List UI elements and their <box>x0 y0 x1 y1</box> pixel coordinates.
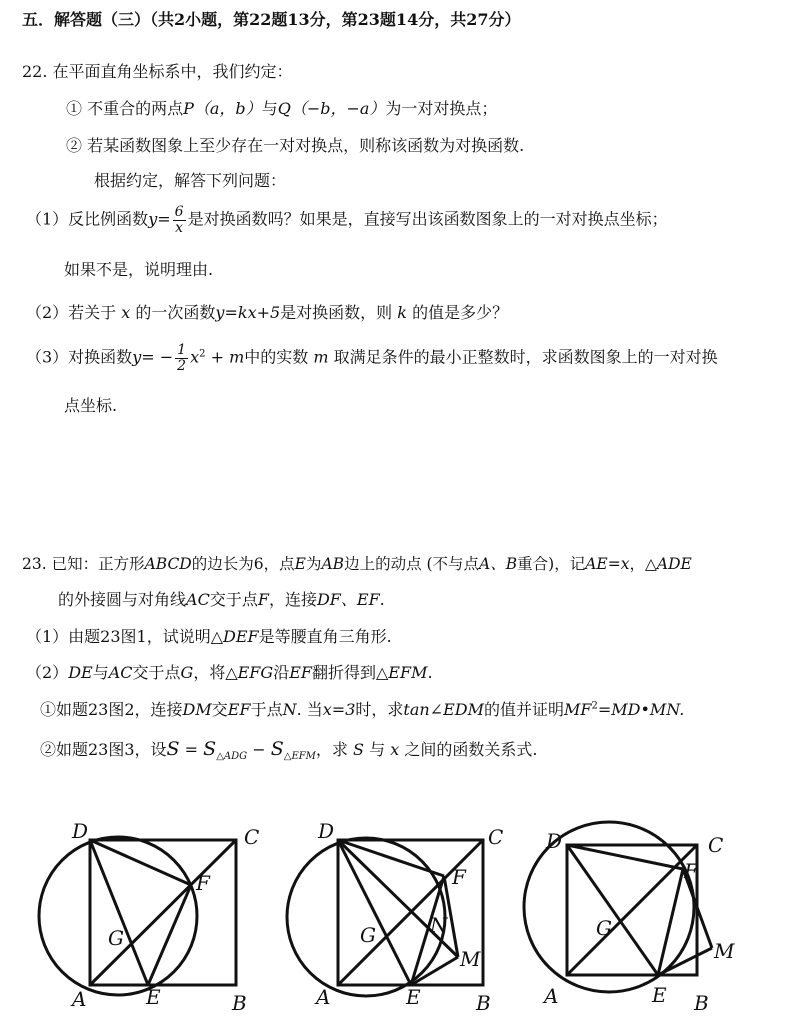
segment-de: DE <box>68 663 93 682</box>
segment-dm <box>338 840 458 957</box>
text: 为一对对换点； <box>385 99 498 118</box>
text: = − <box>141 347 174 367</box>
text: ，△ <box>629 555 657 573</box>
segment-em <box>658 948 712 975</box>
segment-ef <box>658 869 683 975</box>
text: = <box>157 209 171 229</box>
segment-ef: EF <box>227 700 251 719</box>
point-q: Q（−b，−a） <box>277 99 386 118</box>
text: 沿 <box>273 663 290 682</box>
text: 若某函数图象上至少存在一对对换点，则称该函数为对换函数. <box>87 136 525 155</box>
text: 与 <box>92 663 109 682</box>
segment-ef: EF <box>289 663 312 682</box>
denominator: x <box>175 219 184 236</box>
var-y: y <box>148 209 158 229</box>
q22-part-1 <box>26 205 668 235</box>
text: 翻折得到△ <box>311 663 389 682</box>
triangle-ade: ADE <box>656 555 692 573</box>
text: . <box>379 590 385 609</box>
diagonal-ac <box>90 840 236 985</box>
text: 的值是多少？ <box>412 303 509 322</box>
triangle-def: DEF <box>223 627 259 646</box>
label-e: E <box>406 985 421 1009</box>
text: 是对换函数，则 <box>280 303 393 322</box>
label-f: F <box>196 871 210 895</box>
label-a: A <box>72 987 87 1011</box>
text: 时，求 <box>355 700 404 719</box>
text: （3）对换函数 <box>26 347 133 367</box>
expression: x=3 <box>322 700 356 719</box>
q22-part-2 <box>26 303 508 322</box>
expression: =MD•MN. <box>597 700 685 719</box>
diagonal-ac: AC <box>186 590 210 609</box>
text: 是等腰直角三角形. <box>258 627 392 646</box>
var-y: y <box>132 347 142 367</box>
q22-rule-2 <box>66 136 524 155</box>
q23-intro-cont <box>58 590 385 609</box>
q23-part-1 <box>26 627 392 646</box>
segment-dm: DM <box>182 700 212 719</box>
label-a: A <box>316 985 331 1009</box>
text: （2） <box>26 663 69 682</box>
segments: DF、EF <box>316 590 380 609</box>
text: 为 <box>305 555 322 573</box>
text: （2）若关于 <box>26 303 117 322</box>
label-g: G <box>108 926 124 950</box>
label-f: F <box>452 865 466 889</box>
text: 于点 <box>250 700 283 719</box>
label-f: F <box>684 859 698 883</box>
subscript: △EFM <box>283 751 316 763</box>
triangle-efm: EFM <box>388 663 428 682</box>
label-b: B <box>476 991 491 1015</box>
fraction <box>175 343 188 373</box>
var-m: m <box>313 347 329 367</box>
var-s: S <box>203 738 217 760</box>
text: 与 <box>369 740 386 759</box>
q22-part-1-cont: 如果不是，说明理由. <box>64 260 214 279</box>
segment-df <box>567 845 683 869</box>
denominator: 2 <box>177 357 187 374</box>
var-x: x <box>390 740 400 759</box>
var-x: x <box>121 303 131 322</box>
text: 的值并证明 <box>483 700 564 719</box>
point-e: E <box>294 555 306 573</box>
exponent: 2 <box>199 348 206 360</box>
segment-mf: MF <box>563 700 592 719</box>
text: 交 <box>211 700 228 719</box>
label-c: C <box>708 833 724 857</box>
label-b: B <box>232 991 247 1015</box>
text: − <box>252 740 266 759</box>
expression: tan∠EDM <box>403 700 484 719</box>
var-s: S <box>270 738 284 760</box>
point-n: N <box>282 700 297 719</box>
text: 交于点 <box>209 590 258 609</box>
text: ①如题23图2，连接 <box>40 700 183 719</box>
text: 之间的函数关系式. <box>404 740 538 759</box>
circled-number: ① <box>66 99 83 118</box>
text: 交于点 <box>132 663 181 682</box>
label-b: B <box>694 991 709 1015</box>
triangle-efg: EFG <box>237 663 274 682</box>
var-x: x <box>190 347 200 367</box>
label-a: A <box>544 984 559 1008</box>
q23-intro <box>22 555 692 574</box>
point-f: F <box>257 590 269 609</box>
text: （1）反比例函数 <box>26 209 149 229</box>
q22-intro: 22. 在平面直角坐标系中，我们约定： <box>22 62 293 81</box>
text: 重合)，记 <box>517 555 586 573</box>
q22-instruction: 根据约定，解答下列问题： <box>94 171 287 190</box>
var-s: S <box>353 740 364 759</box>
numerator: 6 <box>174 204 184 220</box>
segment-ef <box>148 885 191 985</box>
square-abcd: ABCD <box>144 555 192 573</box>
diagonal-ac: AC <box>108 663 133 682</box>
label-e: E <box>146 985 161 1009</box>
figure-3 <box>520 815 785 1017</box>
fraction <box>173 205 186 235</box>
label-e: E <box>652 983 667 1007</box>
label-g: G <box>596 916 612 940</box>
text: ②如题23图3，设 <box>40 740 167 759</box>
text: 不重合的两点 <box>87 99 184 118</box>
text: （1）由题23图1，试说明△ <box>26 627 224 646</box>
label-g: G <box>360 923 376 947</box>
text: 的一次函数 <box>135 303 216 322</box>
section-heading: 五．解答题（三）（共2小题，第22题13分，第23题14分，共27分） <box>22 10 521 29</box>
segment-de <box>567 845 658 975</box>
var-k: k <box>397 303 407 322</box>
text: . <box>427 663 433 682</box>
var-s: S <box>166 738 180 760</box>
point-p: P（a，b） <box>183 99 262 118</box>
q23-sub-1 <box>40 700 684 719</box>
q23-sub-2 <box>40 738 537 763</box>
text: = <box>184 740 199 759</box>
text: + <box>210 347 224 367</box>
exponent: 2 <box>591 700 598 712</box>
text: 取满足条件的最小正整数时，求函数图象上的一对对换 <box>333 347 718 367</box>
q22-rule-1 <box>66 99 497 118</box>
figure-1 <box>0 815 270 1017</box>
expression: y=kx+5 <box>215 303 281 322</box>
label-m: M <box>460 947 481 971</box>
var-m: m <box>229 347 245 367</box>
label-c: C <box>244 825 260 849</box>
expression: AE=x <box>585 555 630 573</box>
label-c: C <box>488 825 504 849</box>
text: 23. 已知：正方形 <box>22 555 145 573</box>
text: 的边长为6，点 <box>191 555 295 573</box>
text: ，连接 <box>268 590 317 609</box>
q22-part-3 <box>26 343 718 373</box>
circumcircle <box>287 838 445 996</box>
point-g: G <box>180 663 194 682</box>
text: ，求 <box>315 740 348 759</box>
segment-ab: AB <box>321 555 345 573</box>
label-n: N <box>430 913 448 937</box>
text: . 当 <box>296 700 323 719</box>
label-m: M <box>714 939 735 963</box>
text: 的外接圆与对角线 <box>58 590 187 609</box>
subscript: △ADG <box>216 751 248 763</box>
q23-part-2 <box>26 663 433 682</box>
label-d: D <box>318 819 335 843</box>
label-d: D <box>72 819 89 843</box>
numerator: 1 <box>177 342 187 358</box>
text: 与 <box>261 99 278 118</box>
text: 是对换函数吗？如果是，直接写出该函数图象上的一对对换点坐标； <box>187 209 668 229</box>
text: 中的实数 <box>244 347 309 367</box>
figure-2 <box>270 815 520 1017</box>
points-a-b: A、B <box>479 555 518 573</box>
circled-number: ② <box>66 136 83 155</box>
q22-part-3-cont: 点坐标. <box>64 396 118 415</box>
text: 边上的动点 (不与点 <box>344 555 480 573</box>
circumcircle <box>39 837 197 995</box>
label-d: D <box>546 829 563 853</box>
text: ，将△ <box>193 663 238 682</box>
